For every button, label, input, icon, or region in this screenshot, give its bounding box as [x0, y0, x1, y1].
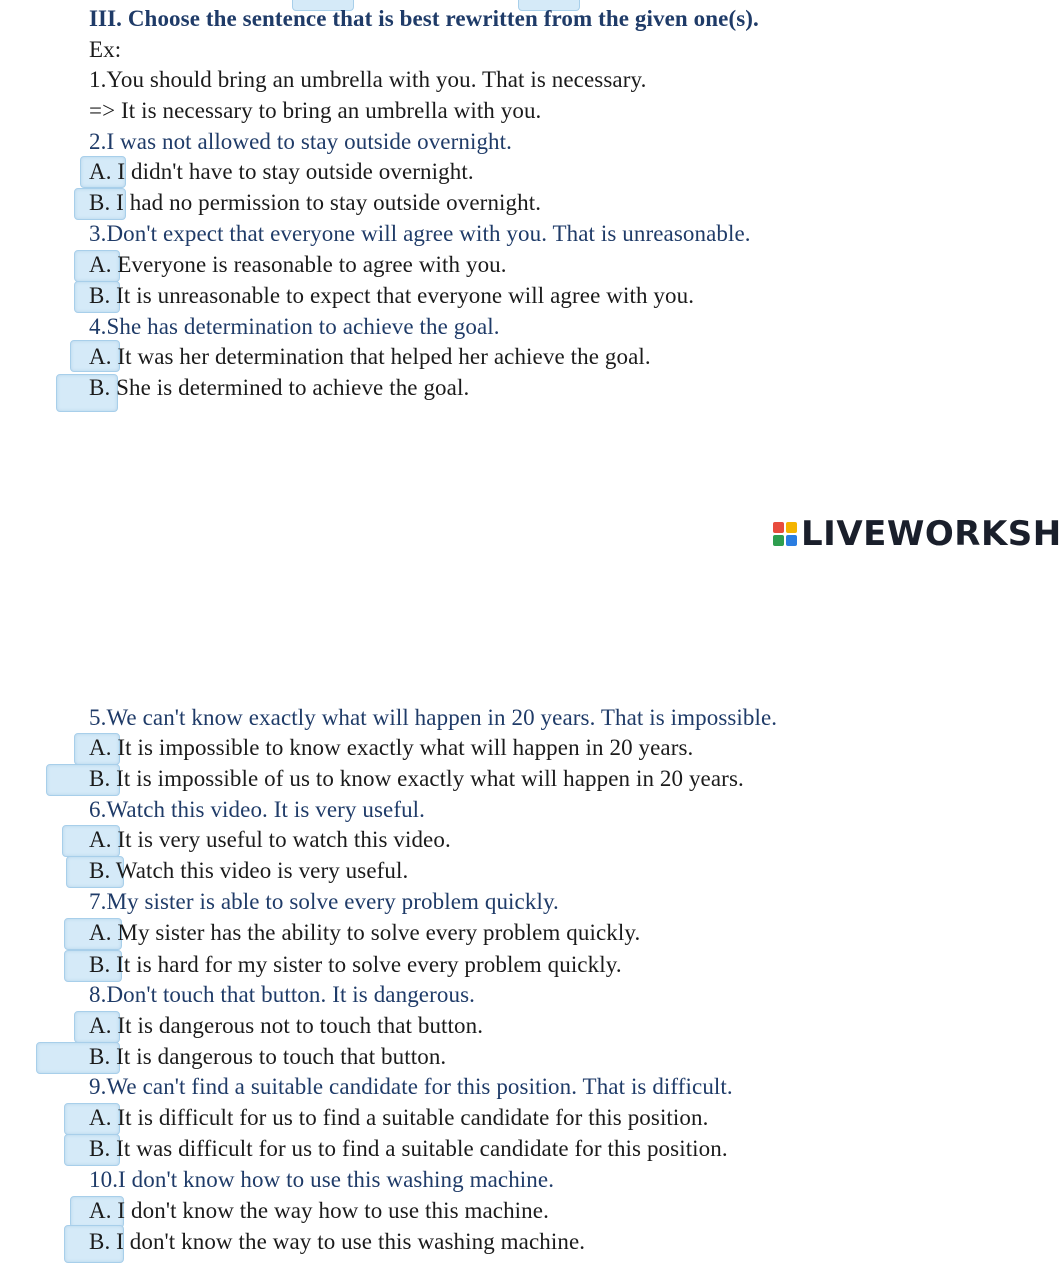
liveworksheets-logo	[773, 512, 1062, 556]
example-answer: => It is necessary to bring an umbrella with you.	[89, 98, 542, 123]
question-10-option-a: A. I don't know the way how to use this machine.	[89, 1198, 549, 1223]
logo-square-green	[773, 535, 784, 546]
question-10-option-b: B. I don't know the way to use this washing machine.	[89, 1229, 586, 1254]
question-4-option-a: A. It was her determination that helped her achieve the goal.	[89, 344, 651, 369]
question-8-prompt: 8.Don't touch that button. It is dangerous.	[89, 982, 475, 1007]
question-2-option-a: A. I didn't have to stay outside overnight.	[89, 159, 474, 184]
logo-text: LIVEWORKSH	[801, 514, 1062, 554]
question-7-prompt: 7.My sister is able to solve every problem quickly.	[89, 889, 559, 914]
question-7-option-a: A. My sister has the ability to solve every problem quickly.	[89, 920, 641, 945]
logo-square-red	[773, 522, 784, 533]
question-9-prompt: 9.We can't find a suitable candidate for this position. That is difficult.	[89, 1074, 733, 1099]
question-2-option-b: B. I had no permission to stay outside overnight.	[89, 190, 542, 215]
question-8-option-a: A. It is dangerous not to touch that button.	[89, 1013, 484, 1038]
question-8-option-b: B. It is dangerous to touch that button.	[89, 1044, 447, 1069]
question-5-prompt: 5.We can't know exactly what will happen in 20 years. That is impossible.	[89, 705, 778, 730]
question-5-option-b: B. It is impossible of us to know exactly what will happen in 20 years.	[89, 766, 744, 791]
question-3-option-a: A. Everyone is reasonable to agree with you.	[89, 252, 507, 277]
question-4-prompt: 4.She has determination to achieve the goal.	[89, 314, 500, 339]
question-5-option-a: A. It is impossible to know exactly what will happen in 20 years.	[89, 735, 694, 760]
logo-square-blue	[786, 535, 797, 546]
logo-icon	[773, 522, 797, 546]
question-6-option-b: B. Watch this video is very useful.	[89, 858, 409, 883]
question-3-option-b: B. It is unreasonable to expect that everyone will agree with you.	[89, 283, 695, 308]
question-7-option-b: B. It is hard for my sister to solve every problem quickly.	[89, 952, 622, 977]
logo-square-yellow	[786, 522, 797, 533]
section-heading: III. Choose the sentence that is best rewritten from the given one(s).	[89, 6, 759, 31]
example-question: 1.You should bring an umbrella with you. That is necessary.	[89, 67, 647, 92]
example-label: Ex:	[89, 37, 122, 62]
question-3-prompt: 3.Don't expect that everyone will agree with you. That is unreasonable.	[89, 221, 751, 246]
question-6-option-a: A. It is very useful to watch this video.	[89, 827, 451, 852]
question-6-prompt: 6.Watch this video. It is very useful.	[89, 797, 426, 822]
question-9-option-b: B. It was difficult for us to find a suitable candidate for this position.	[89, 1136, 728, 1161]
question-9-option-a: A. It is difficult for us to find a suitable candidate for this position.	[89, 1105, 709, 1130]
question-10-prompt: 10.I don't know how to use this washing machine.	[89, 1167, 555, 1192]
question-4-option-b: B. She is determined to achieve the goal.	[89, 375, 470, 400]
question-2-prompt: 2.I was not allowed to stay outside overnight.	[89, 129, 513, 154]
